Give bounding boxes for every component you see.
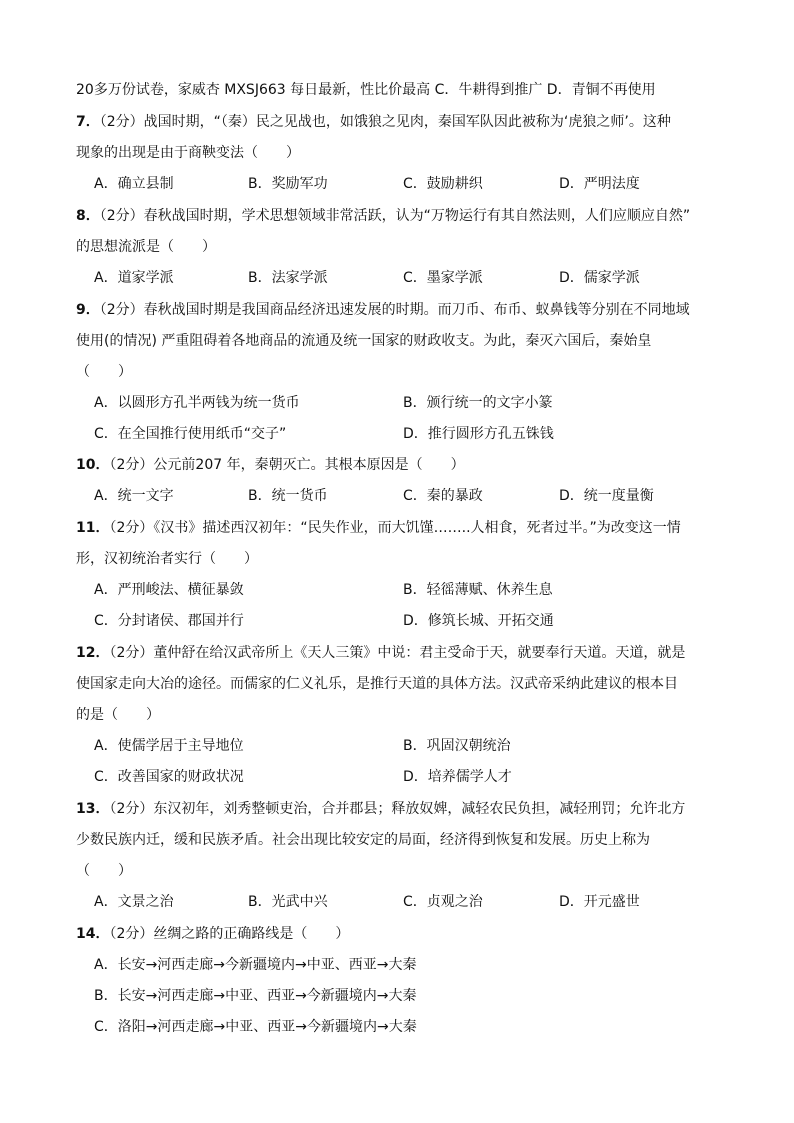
option-b: B．颁行统一的文字小篆 xyxy=(403,395,553,411)
option-d: D．培养儒学人才 xyxy=(403,769,512,785)
option-d: D．开元盛世 xyxy=(559,894,640,910)
question-stem: 战国时期，“（秦）民之见战也，如饿狼之见肉，秦国军队因此被称为‘虎狼之师’。这种 xyxy=(143,114,671,130)
question-stem: 丝绸之路的正确路线是（ ） xyxy=(153,926,350,942)
question-8-line-2: 的思想流派是（ ） xyxy=(76,239,216,255)
option-b: B．轻徭薄赋、休养生息 xyxy=(403,582,553,598)
question-number: 7． xyxy=(76,114,100,130)
option-d: D．统一度量衡 xyxy=(559,488,654,504)
option-b: B．巩固汉朝统治 xyxy=(403,738,511,754)
option-c: C．分封诸侯、郡国并行 xyxy=(94,613,244,629)
question-11-line-1 xyxy=(76,518,681,538)
question-13-line-3: （ ） xyxy=(76,863,132,879)
question-stem: 春秋战国时期是我国商品经济迅速发展的时期。而刀币、布币、蚁鼻钱等分别在不同地域 xyxy=(143,302,690,318)
option-c: C．改善国家的财政状况 xyxy=(94,769,244,785)
option-c: C．在全国推行使用纸币“交子” xyxy=(94,426,287,442)
question-10-line-1 xyxy=(76,455,465,475)
question-9-line-3: （ ） xyxy=(76,364,132,380)
question-stem: 东汉初年，刘秀整顿吏治，合并郡县；释放奴婢，减轻农民负担，减轻刑罚；允许北方 xyxy=(153,801,686,817)
option-a: A．道家学派 xyxy=(94,270,174,286)
option-d: D．儒家学派 xyxy=(559,270,640,286)
question-12-line-3: 的是（ ） xyxy=(76,707,160,723)
question-number: 8． xyxy=(76,208,100,224)
question-score: （2分） xyxy=(99,302,144,318)
option-a: A．统一文字 xyxy=(94,488,174,504)
option-d: D．严明法度 xyxy=(559,176,640,192)
question-score: （2分） xyxy=(99,114,144,130)
question-14-option-a: A．长安→河西走廊→今新疆境内→中亚、西亚→大秦 xyxy=(94,957,417,973)
question-number: 13． xyxy=(76,801,110,817)
option-b: B．统一货币 xyxy=(248,488,328,504)
question-stem: 《汉书》描述西汉初年：“民失作业，而大饥馑……..人相食，死者过半。”为改变这一情 xyxy=(153,520,681,536)
question-number: 10． xyxy=(76,457,110,473)
option-a: A．文景之治 xyxy=(94,894,174,910)
option-d: D．修筑长城、开拓交通 xyxy=(403,613,554,629)
option-b: B．法家学派 xyxy=(248,270,328,286)
question-number: 14． xyxy=(76,926,110,942)
question-number: 11． xyxy=(76,520,110,536)
option-c: C．秦的暴政 xyxy=(403,488,483,504)
option-b: B．奖励军功 xyxy=(248,176,328,192)
option-b: B．光武中兴 xyxy=(248,894,328,910)
question-number: 9． xyxy=(76,302,100,318)
option-a: A．以圆形方孔半两钱为统一货币 xyxy=(94,395,300,411)
question-score: （2分） xyxy=(109,520,154,536)
question-7-line-2: 现象的出现是由于商鞅变法（ ） xyxy=(76,145,300,161)
question-score: （2分） xyxy=(109,926,154,942)
option-c: C．鼓励耕织 xyxy=(403,176,483,192)
question-14-option-b: B．长安→河西走廊→中亚、西亚→今新疆境内→大秦 xyxy=(94,988,417,1004)
question-9-line-1 xyxy=(76,300,690,320)
question-score: （2分） xyxy=(99,208,144,224)
question-13-line-1 xyxy=(76,799,685,819)
question-14-line-1 xyxy=(76,924,349,944)
question-12-line-2: 使国家走向大冶的途径。而儒家的仁义礼乐，是推行天道的具体方法。汉武帝采纳此建议的根本目 xyxy=(76,676,678,692)
question-score: （2分） xyxy=(109,645,154,661)
option-a: A．使儒学居于主导地位 xyxy=(94,738,244,754)
option-a: A．确立县制 xyxy=(94,176,174,192)
question-11-line-2: 形，汉初统治者实行（ ） xyxy=(76,551,258,567)
question-8-line-1 xyxy=(76,206,690,226)
question-stem: 董仲舒在给汉武帝所上《天人三策》中说：君主受命于天，就要奉行天道。天道，就是 xyxy=(153,645,686,661)
question-9-line-2: 使用(的情况) 严重阻碍着各地商品的流通及统一国家的财政收支。为此，秦灭六国后，秦始皇 xyxy=(76,333,652,349)
option-c: C．贞观之治 xyxy=(403,894,483,910)
question-7-line-1 xyxy=(76,112,671,132)
question-13-line-2: 少数民族内迁，缓和民族矛盾。社会出现比较安定的局面，经济得到恢复和发展。历史上称为 xyxy=(76,832,650,848)
option-a: A．严刑峻法、横征暴敛 xyxy=(94,582,244,598)
intro-line: 20多万份试卷，家威杏 MXSJ663 每日最新，性比价最高 C．牛耕得到推广 D．青铜不再使用 xyxy=(76,82,656,98)
question-score: （2分） xyxy=(109,457,154,473)
option-c: C．墨家学派 xyxy=(403,270,483,286)
question-number: 12． xyxy=(76,645,110,661)
question-14-option-c: C．洛阳→河西走廊→中亚、西亚→今新疆境内→大秦 xyxy=(94,1019,417,1035)
question-stem: 公元前207 年，秦朝灭亡。其根本原因是（ ） xyxy=(153,457,465,473)
question-stem: 春秋战国时期，学术思想领域非常活跃，认为“万物运行有其自然法则，人们应顺应自然” xyxy=(143,208,691,224)
question-12-line-1 xyxy=(76,643,685,663)
option-d: D．推行圆形方孔五铢钱 xyxy=(403,426,554,442)
question-score: （2分） xyxy=(109,801,154,817)
